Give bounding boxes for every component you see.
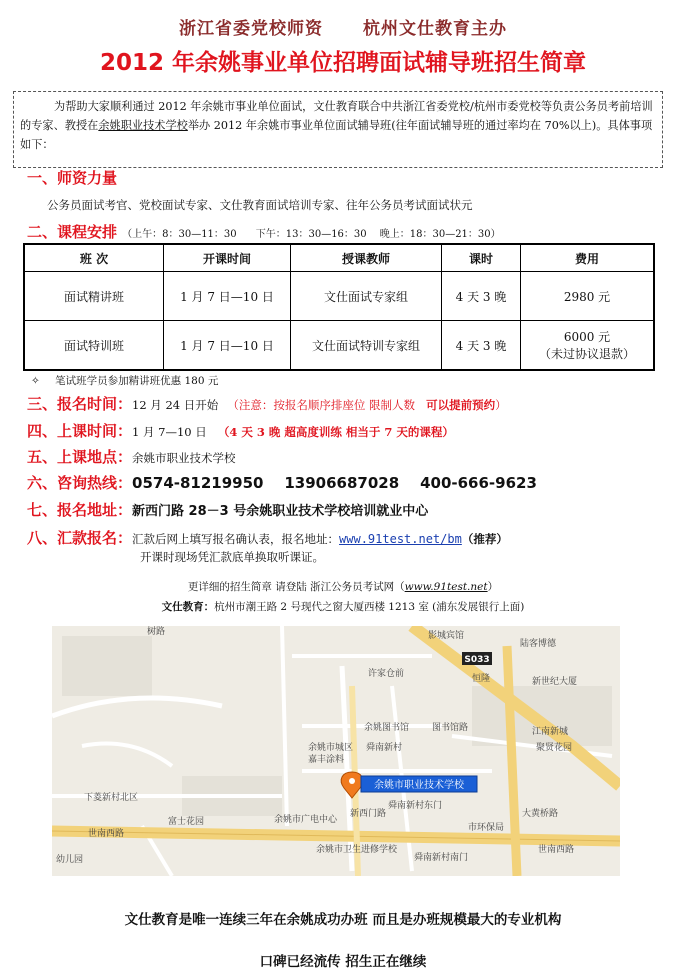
section7-value: 新西门路 28－3 号余姚职业技术学校培训就业中心 [132, 504, 429, 519]
bullet-icon: ✧ [31, 375, 40, 387]
section3-value: 12 月 24 日开始 [132, 398, 219, 412]
map-label: 恒隆 [472, 674, 491, 684]
map-label: 余姚市广电中心 [274, 815, 338, 825]
map-label: 嘉丰涂料 [308, 755, 345, 765]
section8-recommend: （推荐） [461, 532, 508, 546]
map-label: 陆客博德 [520, 639, 557, 649]
map-label: 余姚图书馆 [364, 723, 410, 733]
row-teacher: 文仕面试特训专家组 [291, 321, 442, 371]
more-info-line [0, 579, 686, 594]
intro-paragraph [20, 97, 660, 154]
footer-line1: 文仕教育是唯一连续三年在余姚成功办班 而且是办班规模最大的专业机构 [124, 912, 562, 928]
organizer-line [0, 14, 686, 39]
row-date: 1 月 7 日—10 日 [164, 321, 291, 371]
organizer-right: 杭州文仕教育主办 [363, 19, 507, 39]
section6-line [27, 472, 537, 493]
section3-line [27, 393, 507, 414]
time-afternoon: 下午：13：30—16：30 [255, 229, 367, 240]
row-fee [521, 272, 655, 321]
map-label: 舜南新村 [366, 743, 403, 753]
map-label: 下菱新村北区 [84, 793, 139, 803]
footer-line2: 口碑已经流传 招生正在继续 [259, 954, 427, 970]
more-info-end: ） [487, 581, 499, 593]
section7-line [27, 499, 428, 520]
website-link[interactable]: www.91test.net [404, 581, 488, 593]
row-class: 面试精讲班 [24, 272, 164, 321]
map-label: 江南新城 [532, 727, 569, 737]
discount-text: 笔试班学员参加精讲班优惠 180 元 [55, 375, 219, 387]
section4-line [27, 420, 454, 441]
map-label: 富士花园 [168, 817, 205, 827]
map-label: 新西门路 [350, 809, 387, 819]
col-fee: 费用 [521, 244, 655, 272]
map-label: 新世纪大厦 [532, 677, 578, 687]
road-shield-label: S033 [464, 655, 490, 665]
row-hours: 4 天 3 晚 [442, 272, 521, 321]
map-label: 树路 [147, 627, 166, 637]
map-label: 幼儿园 [56, 855, 84, 865]
address-text: 杭州市潮王路 2 号现代之窗大厦西楼 1213 室 (浦东发展银行上面) [214, 601, 525, 613]
section8-text: 汇款后网上填写报名确认表，报名地址： [132, 532, 340, 546]
map-label: 大黄桥路 [522, 809, 559, 819]
map-label: 聚贤花园 [536, 743, 573, 753]
row-hours: 4 天 3 晚 [442, 321, 521, 371]
section5-value: 余姚市职业技术学校 [132, 451, 236, 465]
table-row [24, 272, 654, 321]
section4-note: （4 天 3 晚 超高度训练 相当于 7 天的课程） [217, 425, 454, 439]
schedule-table [23, 243, 655, 371]
map-label: 舜南新村南门 [414, 853, 469, 863]
time-evening: 晚上：18：30—21：30） [379, 229, 501, 240]
section5-heading: 五、上课地点： [27, 448, 133, 466]
section1-body: 公务员面试考官、党校面试专家、文仕教育面试培训专家、往年公务员考试面试状元 [47, 198, 473, 212]
location-map[interactable] [52, 626, 620, 876]
fee-value: 2980 元 [563, 289, 611, 304]
row-fee [521, 321, 655, 371]
page-title: 2012 年余姚事业单位招聘面试辅导班招生简章 [99, 50, 587, 76]
col-date: 开课时间 [164, 244, 291, 272]
fee-value: 6000 元 [563, 330, 611, 344]
address-line [0, 599, 686, 614]
intro-underlined: 余姚职业技术学校 [98, 119, 188, 132]
map-label: 世南西路 [538, 845, 575, 855]
intro-text-after: 举办 2012 年余姚市事业单位面试辅导班(往年面试辅导班的通过率均在 70%以上)。具体事项如下： [20, 119, 653, 151]
organizer-left: 浙江省委党校师资 [179, 19, 323, 39]
section8-line2: 开课时现场凭汇款底单换取听课证。 [140, 550, 324, 564]
map-label: 余姚市城区 [308, 743, 354, 753]
section2-heading: 二、课程安排 [27, 223, 118, 241]
section3-heading: 三、报名时间： [27, 395, 133, 413]
row-class: 面试特训班 [24, 321, 164, 371]
address-label: 文仕教育： [161, 601, 215, 613]
registration-link[interactable]: www.91test.net/bm [339, 532, 462, 546]
map-marker-label: 余姚市职业技术学校 [374, 780, 464, 791]
section2-line [27, 221, 501, 242]
col-teacher: 授课教师 [291, 244, 442, 272]
map-label: 舜南新村东门 [388, 801, 443, 811]
map-label: 图书馆路 [432, 723, 469, 733]
fee-note: （未过协议退款） [538, 347, 635, 361]
discount-note [31, 373, 218, 388]
table-header-row [24, 244, 654, 272]
row-date: 1 月 7 日—10 日 [164, 272, 291, 321]
col-hours: 课时 [442, 244, 521, 272]
col-class: 班 次 [24, 244, 164, 272]
more-info-text: 更详细的招生简章 请登陆 浙江公务员考试网（ [187, 581, 405, 593]
intro-box [13, 91, 663, 168]
map-label: 许家仓前 [368, 669, 405, 679]
section7-heading: 七、报名地址： [27, 501, 133, 519]
map-label: 影城宾馆 [428, 631, 465, 641]
map-label: 市环保局 [468, 823, 505, 833]
section6-heading: 六、咨询热线： [27, 474, 133, 492]
hotline-numbers: 0574-81219950 13906687028 400-666-9623 [132, 474, 537, 492]
section3-note-bold: 可以提前预约 [426, 398, 496, 412]
section4-value: 1 月 7—10 日 [132, 425, 207, 439]
table-row [24, 321, 654, 371]
map-label: 余姚市卫生进修学校 [316, 845, 398, 855]
section3-note: （注意：按报名顺序排座位 限制人数 [227, 398, 415, 412]
section1-heading: 一、师资力量 [27, 169, 118, 187]
intro-text-before: 为帮助大家顺利通过 2012 年余姚市事业单位面试，文仕教育联合中共浙江省委党校/杭州市委党校等负责公务员考前培训的专家、教授在 [20, 100, 653, 132]
section4-heading: 四、上课时间： [27, 422, 133, 440]
section3-note-end: ） [495, 398, 507, 412]
time-morning: （上午：8：30—11：30 [122, 229, 237, 240]
section8-heading: 八、汇款报名： [27, 529, 133, 547]
map-label: 世南西路 [88, 829, 125, 839]
section8-line [27, 527, 508, 548]
section5-line [27, 446, 236, 467]
row-teacher: 文仕面试专家组 [291, 272, 442, 321]
